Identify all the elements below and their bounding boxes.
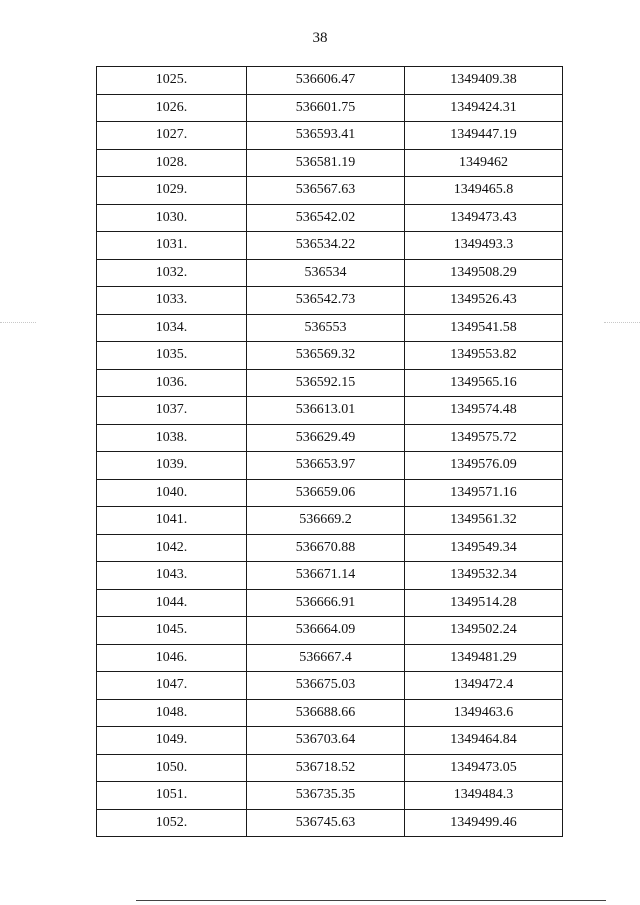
x-coordinate-cell: 536567.63 bbox=[247, 177, 405, 205]
table-row bbox=[97, 507, 563, 535]
table-row bbox=[97, 204, 563, 232]
x-coordinate-cell: 536606.47 bbox=[247, 67, 405, 95]
table-row bbox=[97, 727, 563, 755]
point-number-cell: 1039. bbox=[97, 452, 247, 480]
x-coordinate-cell: 536735.35 bbox=[247, 782, 405, 810]
table-row bbox=[97, 342, 563, 370]
y-coordinate-cell: 1349532.34 bbox=[405, 562, 563, 590]
coordinates-table bbox=[96, 66, 563, 837]
point-number-cell: 1036. bbox=[97, 369, 247, 397]
page-number: 38 bbox=[312, 30, 328, 46]
x-coordinate-cell: 536667.4 bbox=[247, 644, 405, 672]
table-row bbox=[97, 534, 563, 562]
table-row bbox=[97, 452, 563, 480]
x-coordinate-cell: 536542.73 bbox=[247, 287, 405, 315]
point-number-cell: 1047. bbox=[97, 672, 247, 700]
y-coordinate-cell: 1349553.82 bbox=[405, 342, 563, 370]
table-row bbox=[97, 424, 563, 452]
x-coordinate-cell: 536670.88 bbox=[247, 534, 405, 562]
table-row bbox=[97, 617, 563, 645]
y-coordinate-cell: 1349409.38 bbox=[405, 67, 563, 95]
scan-artifact-right bbox=[604, 322, 640, 324]
table-row bbox=[97, 259, 563, 287]
x-coordinate-cell: 536581.19 bbox=[247, 149, 405, 177]
x-coordinate-cell: 536569.32 bbox=[247, 342, 405, 370]
table-row bbox=[97, 644, 563, 672]
table-row bbox=[97, 809, 563, 837]
x-coordinate-cell: 536653.97 bbox=[247, 452, 405, 480]
table-row bbox=[97, 589, 563, 617]
point-number-cell: 1048. bbox=[97, 699, 247, 727]
x-coordinate-cell: 536593.41 bbox=[247, 122, 405, 150]
point-number-cell: 1027. bbox=[97, 122, 247, 150]
y-coordinate-cell: 1349526.43 bbox=[405, 287, 563, 315]
x-coordinate-cell: 536601.75 bbox=[247, 94, 405, 122]
point-number-cell: 1046. bbox=[97, 644, 247, 672]
table-row bbox=[97, 672, 563, 700]
x-coordinate-cell: 536675.03 bbox=[247, 672, 405, 700]
point-number-cell: 1035. bbox=[97, 342, 247, 370]
y-coordinate-cell: 1349571.16 bbox=[405, 479, 563, 507]
y-coordinate-cell: 1349561.32 bbox=[405, 507, 563, 535]
y-coordinate-cell: 1349493.3 bbox=[405, 232, 563, 260]
y-coordinate-cell: 1349462 bbox=[405, 149, 563, 177]
table-row bbox=[97, 397, 563, 425]
x-coordinate-cell: 536553 bbox=[247, 314, 405, 342]
table-body bbox=[97, 67, 563, 837]
table-row bbox=[97, 314, 563, 342]
point-number-cell: 1030. bbox=[97, 204, 247, 232]
point-number-cell: 1049. bbox=[97, 727, 247, 755]
table-row bbox=[97, 754, 563, 782]
y-coordinate-cell: 1349464.84 bbox=[405, 727, 563, 755]
y-coordinate-cell: 1349502.24 bbox=[405, 617, 563, 645]
table-row bbox=[97, 177, 563, 205]
y-coordinate-cell: 1349484.3 bbox=[405, 782, 563, 810]
x-coordinate-cell: 536703.64 bbox=[247, 727, 405, 755]
point-number-cell: 1029. bbox=[97, 177, 247, 205]
point-number-cell: 1025. bbox=[97, 67, 247, 95]
table-row bbox=[97, 699, 563, 727]
x-coordinate-cell: 536745.63 bbox=[247, 809, 405, 837]
y-coordinate-cell: 1349465.8 bbox=[405, 177, 563, 205]
table-row bbox=[97, 369, 563, 397]
y-coordinate-cell: 1349549.34 bbox=[405, 534, 563, 562]
x-coordinate-cell: 536666.91 bbox=[247, 589, 405, 617]
point-number-cell: 1042. bbox=[97, 534, 247, 562]
point-number-cell: 1045. bbox=[97, 617, 247, 645]
y-coordinate-cell: 1349565.16 bbox=[405, 369, 563, 397]
table-row bbox=[97, 782, 563, 810]
point-number-cell: 1034. bbox=[97, 314, 247, 342]
y-coordinate-cell: 1349541.58 bbox=[405, 314, 563, 342]
point-number-cell: 1026. bbox=[97, 94, 247, 122]
x-coordinate-cell: 536718.52 bbox=[247, 754, 405, 782]
x-coordinate-cell: 536592.15 bbox=[247, 369, 405, 397]
x-coordinate-cell: 536534.22 bbox=[247, 232, 405, 260]
point-number-cell: 1040. bbox=[97, 479, 247, 507]
point-number-cell: 1031. bbox=[97, 232, 247, 260]
y-coordinate-cell: 1349574.48 bbox=[405, 397, 563, 425]
table-row bbox=[97, 232, 563, 260]
y-coordinate-cell: 1349575.72 bbox=[405, 424, 563, 452]
table-row bbox=[97, 562, 563, 590]
y-coordinate-cell: 1349463.6 bbox=[405, 699, 563, 727]
x-coordinate-cell: 536664.09 bbox=[247, 617, 405, 645]
point-number-cell: 1052. bbox=[97, 809, 247, 837]
y-coordinate-cell: 1349576.09 bbox=[405, 452, 563, 480]
point-number-cell: 1044. bbox=[97, 589, 247, 617]
point-number-cell: 1037. bbox=[97, 397, 247, 425]
table-row bbox=[97, 149, 563, 177]
table-row bbox=[97, 122, 563, 150]
table-row bbox=[97, 94, 563, 122]
x-coordinate-cell: 536671.14 bbox=[247, 562, 405, 590]
y-coordinate-cell: 1349473.43 bbox=[405, 204, 563, 232]
point-number-cell: 1041. bbox=[97, 507, 247, 535]
x-coordinate-cell: 536688.66 bbox=[247, 699, 405, 727]
table-row bbox=[97, 479, 563, 507]
x-coordinate-cell: 536659.06 bbox=[247, 479, 405, 507]
point-number-cell: 1038. bbox=[97, 424, 247, 452]
y-coordinate-cell: 1349508.29 bbox=[405, 259, 563, 287]
scan-bottom-line bbox=[136, 900, 606, 901]
y-coordinate-cell: 1349447.19 bbox=[405, 122, 563, 150]
y-coordinate-cell: 1349424.31 bbox=[405, 94, 563, 122]
point-number-cell: 1051. bbox=[97, 782, 247, 810]
point-number-cell: 1043. bbox=[97, 562, 247, 590]
y-coordinate-cell: 1349473.05 bbox=[405, 754, 563, 782]
y-coordinate-cell: 1349472.4 bbox=[405, 672, 563, 700]
x-coordinate-cell: 536629.49 bbox=[247, 424, 405, 452]
y-coordinate-cell: 1349514.28 bbox=[405, 589, 563, 617]
table-row bbox=[97, 287, 563, 315]
point-number-cell: 1050. bbox=[97, 754, 247, 782]
x-coordinate-cell: 536669.2 bbox=[247, 507, 405, 535]
scan-artifact-left bbox=[0, 322, 36, 324]
point-number-cell: 1032. bbox=[97, 259, 247, 287]
x-coordinate-cell: 536542.02 bbox=[247, 204, 405, 232]
x-coordinate-cell: 536534 bbox=[247, 259, 405, 287]
x-coordinate-cell: 536613.01 bbox=[247, 397, 405, 425]
y-coordinate-cell: 1349499.46 bbox=[405, 809, 563, 837]
point-number-cell: 1033. bbox=[97, 287, 247, 315]
y-coordinate-cell: 1349481.29 bbox=[405, 644, 563, 672]
point-number-cell: 1028. bbox=[97, 149, 247, 177]
table-row bbox=[97, 67, 563, 95]
